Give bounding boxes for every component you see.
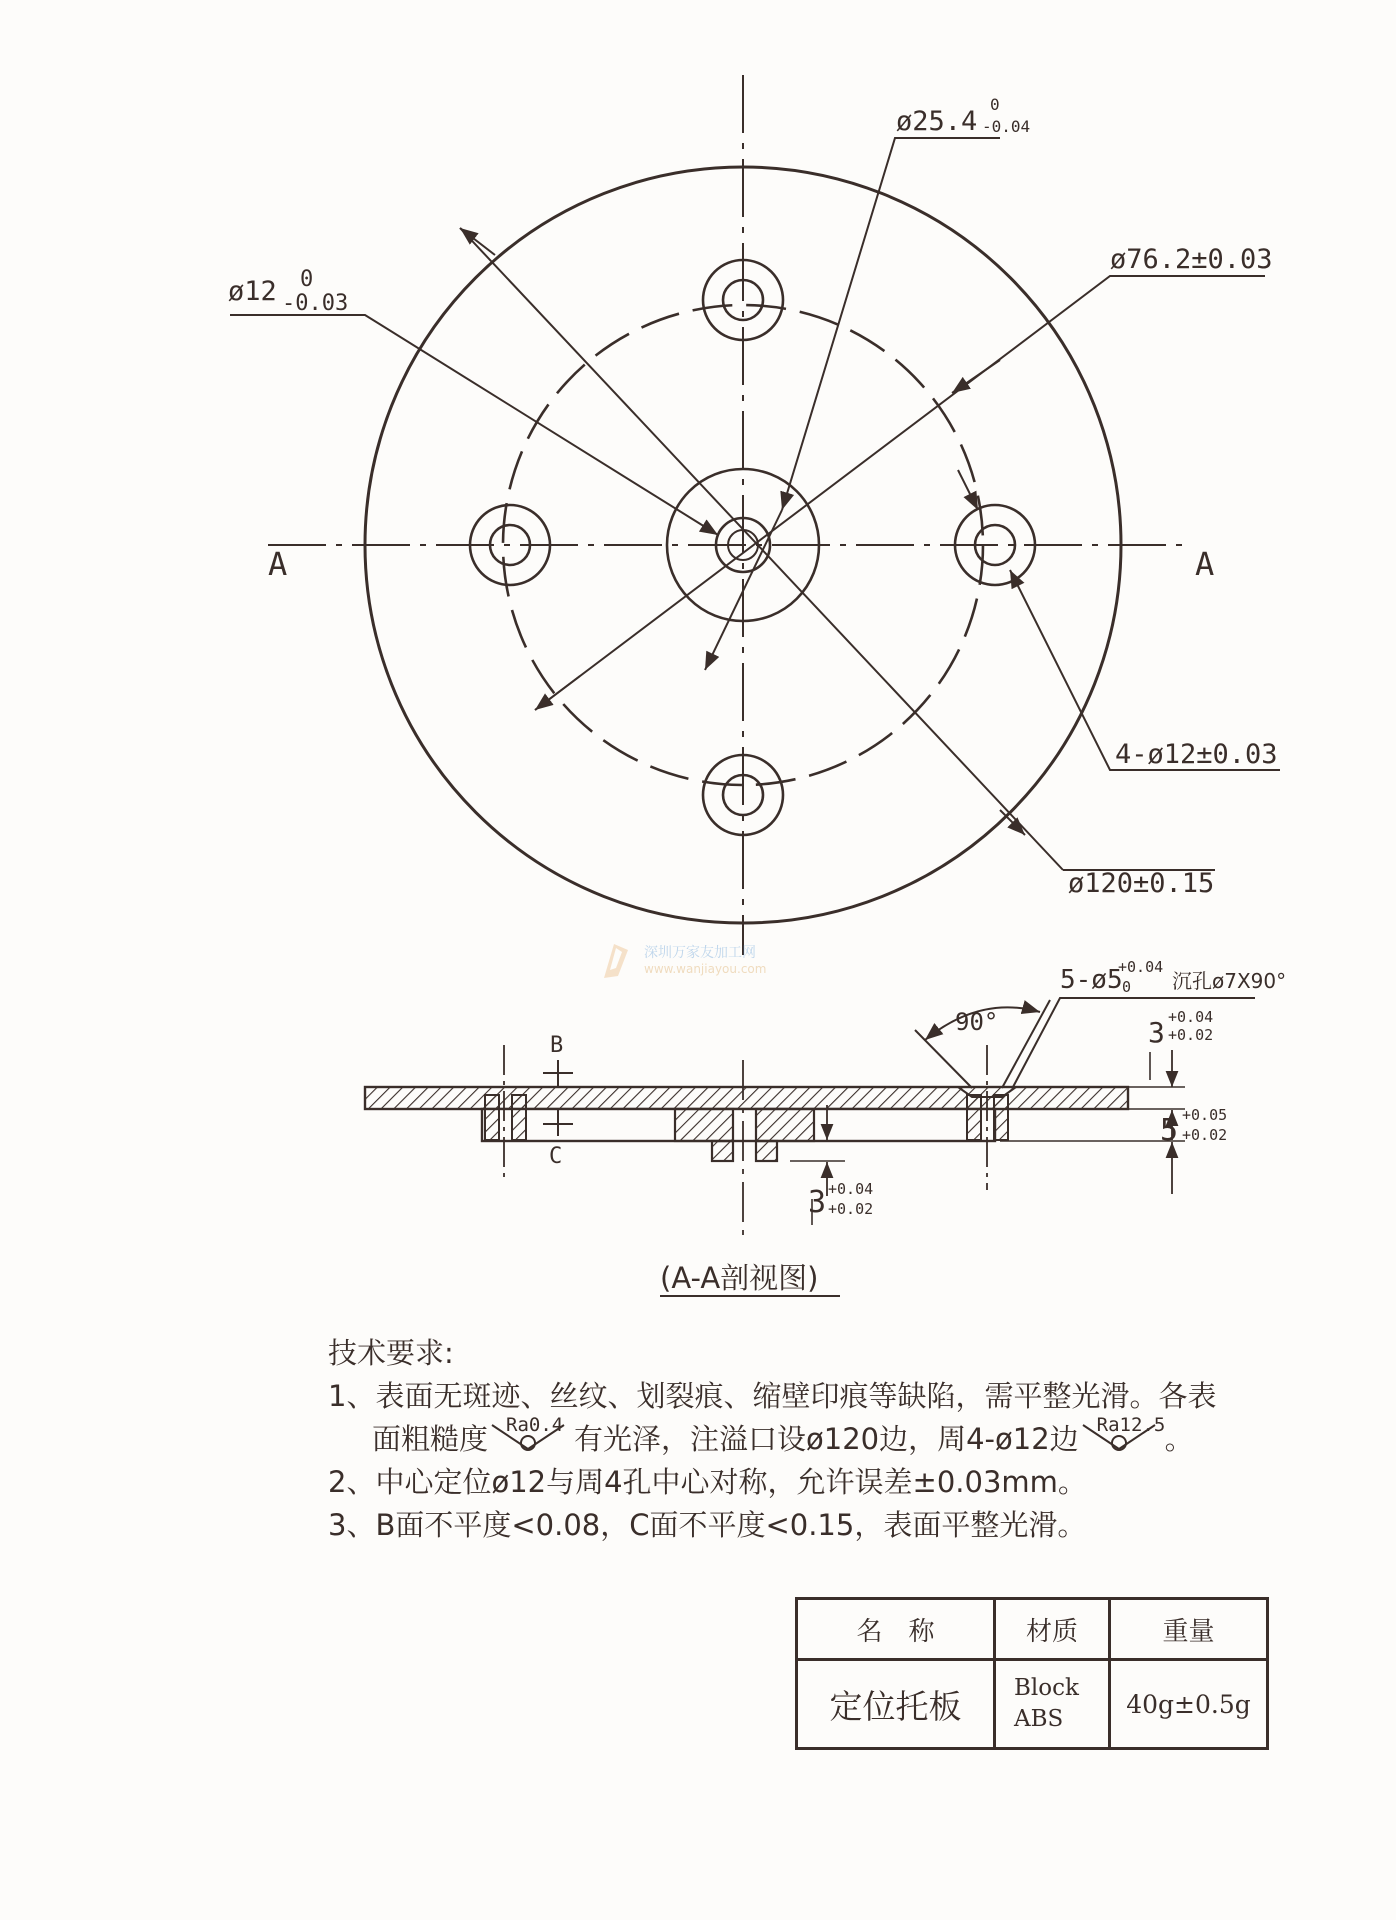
requirement-1-part-b: 有光泽，注溢口设ø120边，周4-ø12边	[574, 1422, 1079, 1456]
dim-boss-tol-lower: -0.04	[982, 117, 1031, 136]
dim-center-hole-tol-lower: -0.03	[282, 291, 349, 316]
plate-top	[365, 1087, 1128, 1109]
technical-requirements	[328, 1332, 1308, 1547]
header-weight: 重量	[1110, 1599, 1268, 1660]
part-name: 定位托板	[797, 1660, 995, 1749]
dim-center-hole-text: ø12	[228, 276, 277, 307]
roughness-value-2: Ra12.5	[1096, 1414, 1166, 1436]
roughness-symbol-1	[488, 1414, 574, 1452]
boss-section-right	[756, 1109, 814, 1141]
material-cell	[995, 1660, 1110, 1749]
dim-bottom-tol-lower: +0.02	[828, 1200, 874, 1218]
roughness-symbol-2	[1079, 1414, 1166, 1452]
dim-bottom-tol-upper: +0.04	[828, 1180, 874, 1198]
dim-top-value: 3	[1148, 1016, 1165, 1049]
dim-holes-text: 4-ø12±0.03	[1115, 739, 1278, 770]
boss-bottom-left	[712, 1141, 733, 1161]
leader-pitch	[535, 276, 1265, 710]
dim-boss-text: ø25.4	[896, 106, 978, 137]
requirement-1-part-c: 。	[1164, 1422, 1194, 1456]
hole-callout-main: 5-ø5	[1060, 965, 1123, 995]
dim-pitch-text: ø76.2±0.03	[1110, 244, 1273, 275]
label-b: B	[550, 1033, 564, 1058]
weight-value: 40g±0.5g	[1110, 1660, 1268, 1749]
roughness-value-1: Ra0.4	[506, 1414, 564, 1436]
requirement-1-cont	[328, 1414, 1308, 1461]
leader-boss	[782, 138, 1000, 510]
title-block	[795, 1597, 1269, 1750]
hole-callout-tol-lower: 0	[1122, 978, 1132, 996]
requirement-2: 2、中心定位ø12与周4孔中心对称，允许误差±0.03mm。	[328, 1465, 1087, 1499]
requirement-3: 3、B面不平度<0.08，C面不平度<0.15，表面平整光滑。	[328, 1508, 1087, 1542]
dim-right-tol-lower: +0.02	[1182, 1126, 1228, 1144]
material-line2: ABS	[1014, 1706, 1064, 1732]
counterbore-text: 沉孔ø7X90°	[1172, 969, 1287, 993]
header-material: 材质	[995, 1599, 1110, 1660]
dim-bottom-value: 3	[808, 1185, 827, 1220]
angle-label: 90°	[955, 1008, 999, 1036]
plan-view	[230, 75, 1280, 955]
label-c: C	[549, 1144, 563, 1169]
requirement-1-part-a: 面粗糙度	[372, 1422, 489, 1456]
dim-boss-tol-upper: 0	[990, 95, 1000, 114]
section-caption: (A-A剖视图)	[660, 1261, 819, 1295]
section-label-left: A	[268, 545, 288, 583]
watermark-line2: www.wanjiayou.com	[644, 962, 767, 976]
requirements-heading: 技术要求:	[328, 1336, 454, 1370]
section-label-right: A	[1195, 545, 1215, 583]
dim-outer-text: ø120±0.15	[1068, 868, 1215, 899]
watermark	[600, 940, 820, 984]
boss-section-left	[675, 1109, 733, 1141]
dim-right-tol-upper: +0.05	[1182, 1106, 1228, 1124]
dim-top-tol-upper: +0.04	[1168, 1008, 1214, 1026]
dim-center-hole-tol-upper: 0	[300, 267, 314, 292]
requirement-1: 1、表面无斑迹、丝纹、划裂痕、缩壁印痕等缺陷，需平整光滑。各表	[328, 1379, 1217, 1413]
dim-top-tol-lower: +0.02	[1168, 1026, 1214, 1044]
header-name: 名 称	[797, 1599, 995, 1660]
material-line1: Block	[1014, 1675, 1079, 1701]
hole-callout-tol-upper: +0.04	[1118, 958, 1164, 976]
boss-bottom-right	[756, 1141, 777, 1161]
watermark-line1: 深圳万家友加工网	[644, 945, 756, 961]
watermark-logo-icon	[600, 940, 632, 980]
dim-right-value: 5	[1160, 1113, 1179, 1148]
